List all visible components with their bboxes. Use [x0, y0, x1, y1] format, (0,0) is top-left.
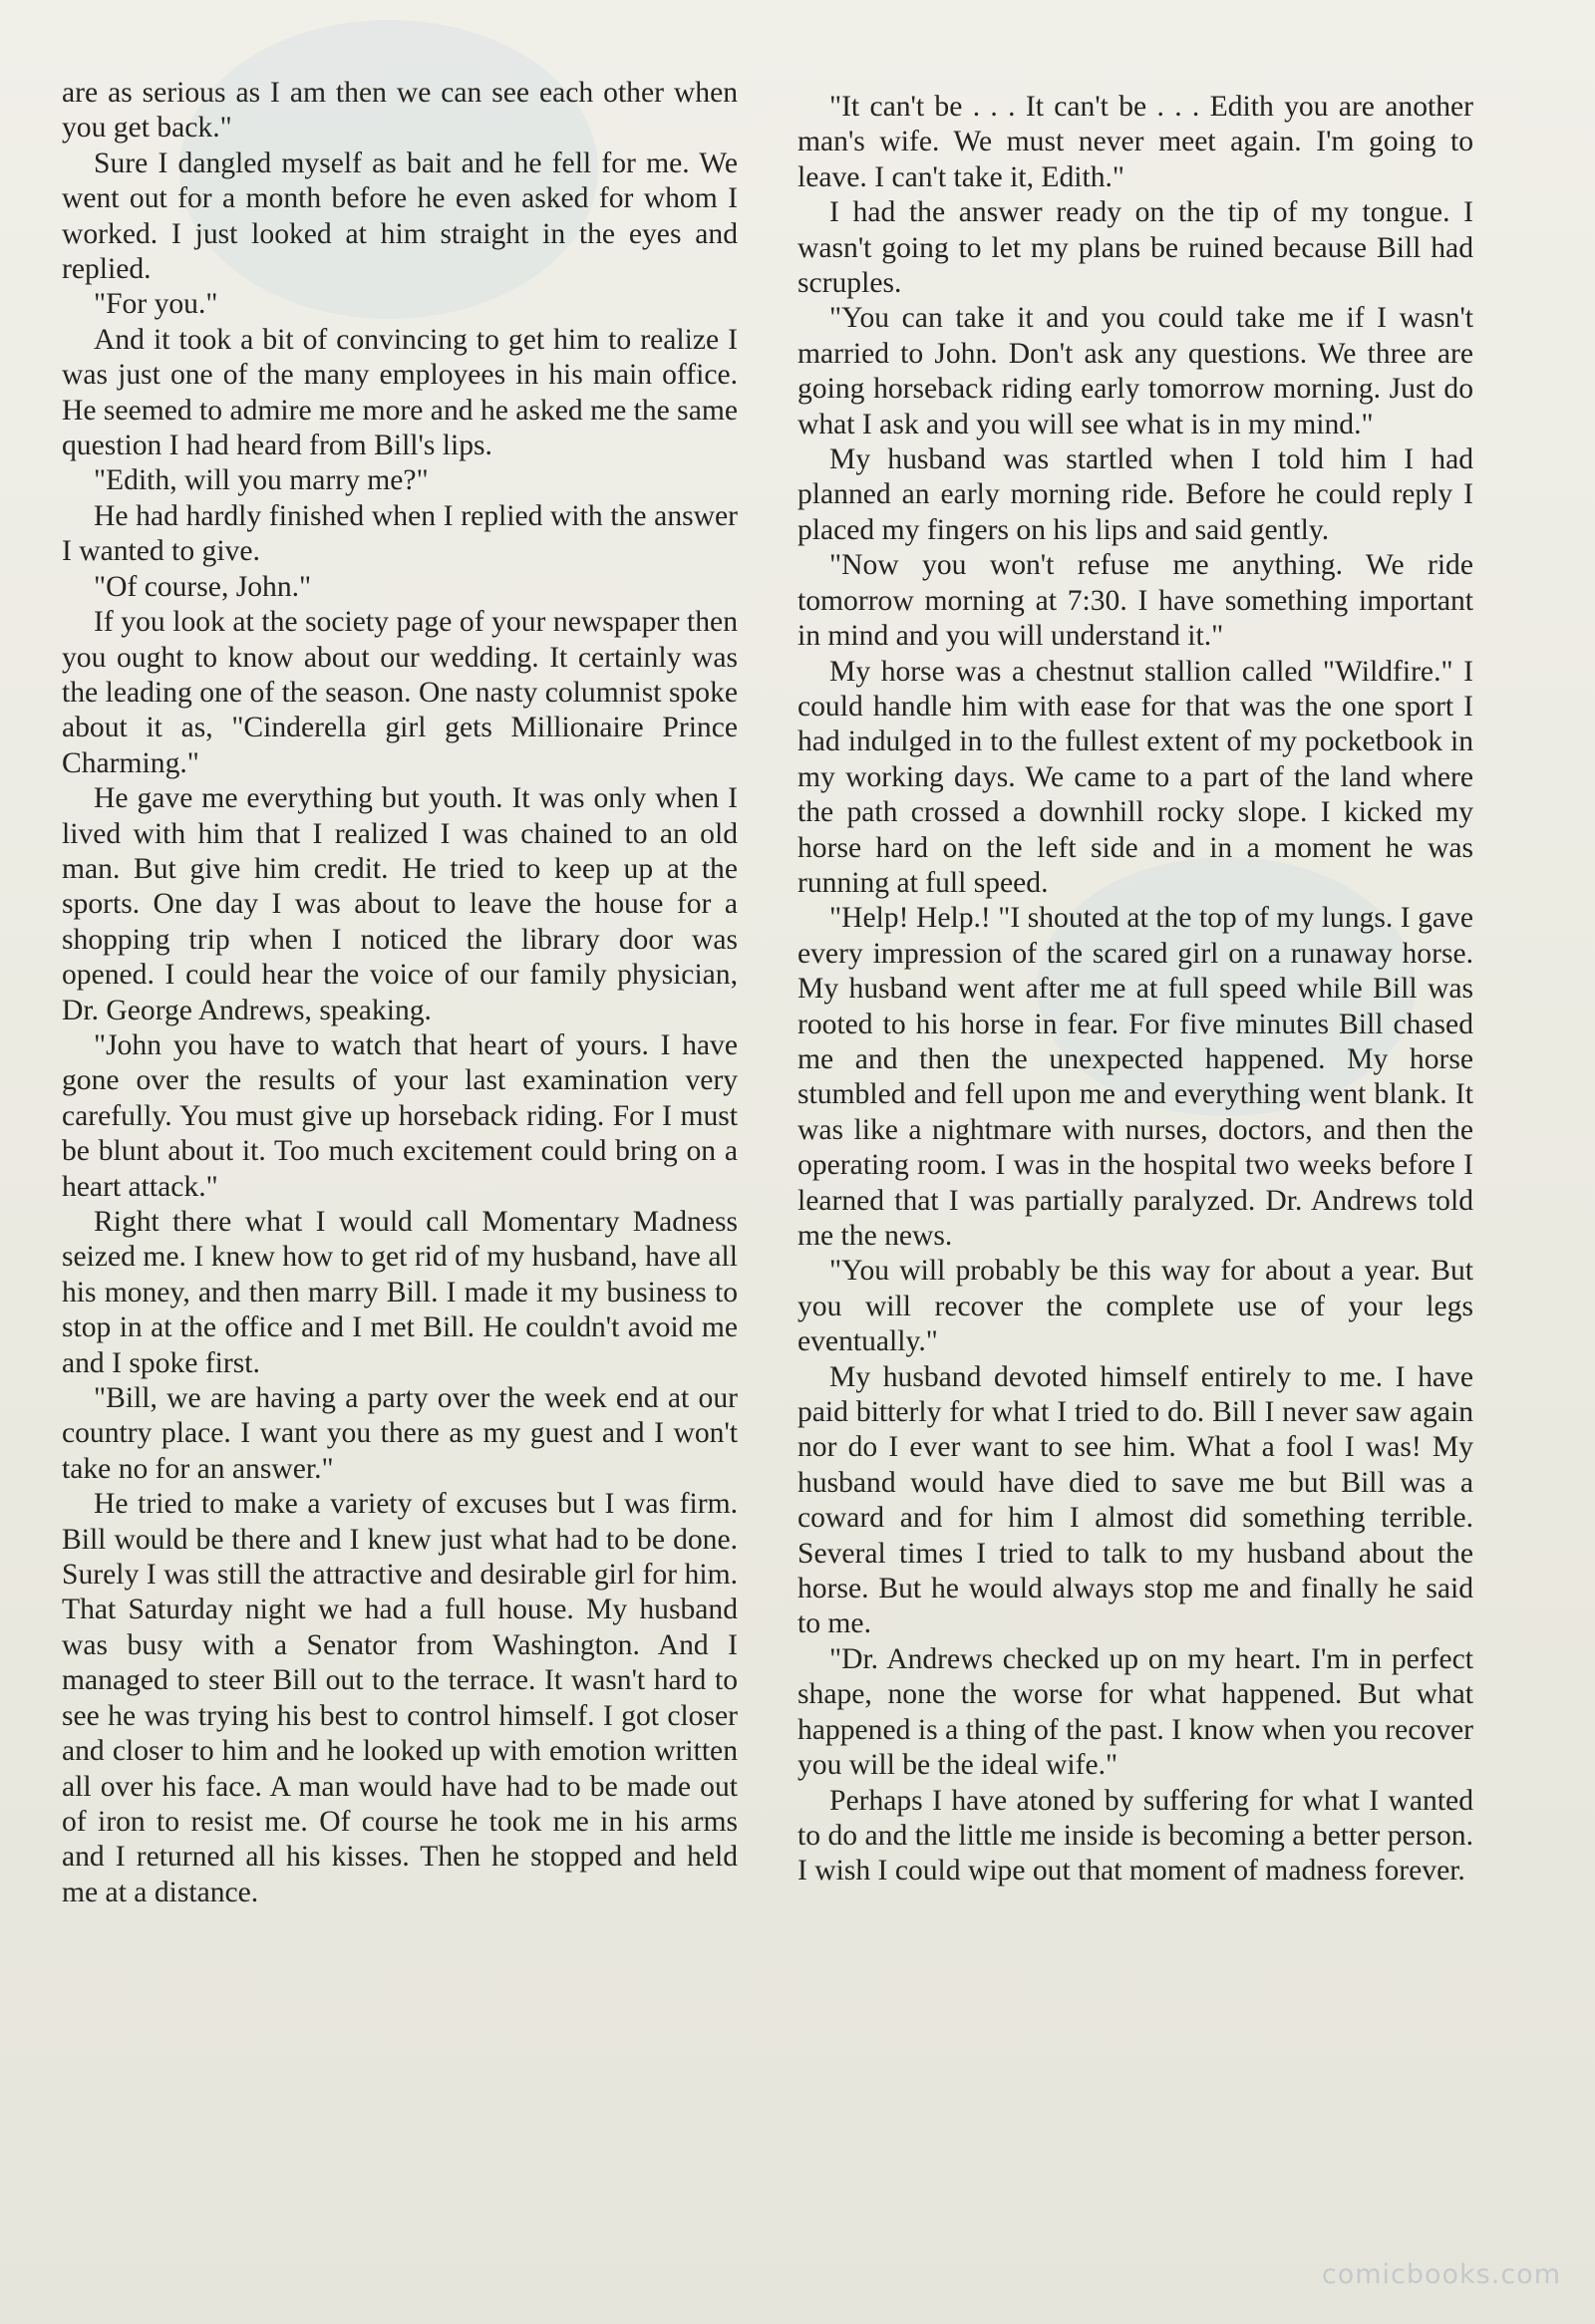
- left-text-column: [62, 76, 738, 1910]
- paragraph: "You can take it and you could take me if I wasn't married to John. Don't ask any questions. We three are going horseback riding early tomorrow morning. Just do what I ask and you will see what is in my mind.": [798, 302, 1473, 440]
- paragraph: He had hardly finished when I replied with the answer I wanted to give.: [62, 499, 738, 568]
- paragraph: "Of course, John.": [94, 570, 312, 603]
- paragraph: "For you.": [94, 288, 218, 321]
- paragraph: Sure I dangled myself as bait and he fell for me. We went out for a month before he even asked for whom I worked. I just looked at him straight in the eyes and replied.: [62, 146, 738, 286]
- paragraph: "Dr. Andrews checked up on my heart. I'm in perfect shape, none the worse for what happened. But what happened is a thing of the past. I know when you recover you will be the ideal wife.": [798, 1642, 1473, 1782]
- paragraph: "It can't be . . . It can't be . . . Edith you are another man's wife. We must never meet again. I'm going to leave. I can't take it, Edith.": [798, 91, 1473, 193]
- paragraph: Right there what I would call Momentary Madness seized me. I knew how to get rid of my husband, have all his money, and then marry Bill. I made it my business to stop in at the office and I met Bill. He couldn't avoid me and I spoke first.: [62, 1206, 738, 1379]
- paragraph: Perhaps I have atoned by suffering for what I wanted to do and the little me inside is becoming a better person. I wish I could wipe out that moment of madness forever.: [798, 1784, 1473, 1888]
- paragraph: "Now you won't refuse me anything. We ride tomorrow morning at 7:30. I have something important in mind and you will understand it.": [798, 549, 1473, 653]
- paragraph: I had the answer ready on the tip of my tongue. I wasn't going to let my plans be ruined because Bill had scruples.: [798, 196, 1473, 300]
- paragraph: "You will probably be this way for about a year. But you will recover the complete use of your legs eventually.": [798, 1255, 1473, 1358]
- paragraph: He gave me everything but youth. It was only when I lived with him that I realized I was chained to an old man. But give him credit. He tried to keep up at the sports. One day I was about to leave the house for a shopping trip when I noticed the library door was opened. I could hear the voice of our family physician, Dr. George Andrews, speaking.: [62, 782, 738, 1026]
- paragraph: "John you have to watch that heart of yours. I have gone over the results of your last examination very carefully. You must give up horseback riding. For I must be blunt about it. Too much excitement could bring on a heart attack.": [62, 1028, 738, 1203]
- paragraph: And it took a bit of convincing to get him to realize I was just one of the many employees in his main office. He seemed to admire me more and he asked me the same question I had heard from Bill's lips.: [62, 323, 738, 462]
- paragraph: are as serious as I am then we can see each other when you get back.": [62, 77, 738, 145]
- right-text-column: [798, 90, 1473, 1889]
- paragraph: My husband devoted himself entirely to me. I have paid bitterly for what I tried to do. Bill I never saw again nor do I ever want to see him. What a fool I was! My husband would have died to save me but Bill was a coward and for him I almost did something terrible. Several times I tried to talk to my husband about the horse. But he would always stop me and finally he said to me.: [798, 1360, 1473, 1640]
- paragraph: "Bill, we are having a party over the week end at our country place. I want you there as my guest and I won't take no for an answer.": [62, 1382, 738, 1485]
- paragraph: My husband was startled when I told him I had planned an early morning ride. Before he could reply I placed my fingers on his lips and said gently.: [798, 443, 1473, 546]
- paragraph: "Help! Help.! "I shouted at the top of my lungs. I gave every impression of the scared girl on a runaway horse. My husband went after me at full speed while Bill was rooted to his horse in fear. For five minutes Bill chased me and then the unexpected happened. My horse stumbled and fell upon me and everything went blank. It was like a nightmare with nurses, doctors, and then the operating room. I was in the hospital two weeks before I learned that I was partially paralyzed. Dr. Andrews told me the news.: [798, 902, 1473, 1252]
- paragraph: "Edith, will you marry me?": [94, 464, 429, 497]
- paragraph: He tried to make a variety of excuses but I was firm. Bill would be there and I knew just what had to be done. Surely I was still the attractive and desirable girl for him. That Saturday night we had a full house. My husband was busy with a Senator from Washington. And I managed to steer Bill out to the terrace. It wasn't hard to see he was trying his best to control himself. I got closer and closer to him and he looked up with emotion written all over his face. A man would have had to be made out of iron to resist me. Of course he took me in his arms and I returned all his kisses. Then he stopped and held me at a distance.: [62, 1488, 738, 1908]
- paragraph: My horse was a chestnut stallion called "Wildfire." I could handle him with ease for that was the one sport I had indulged in to the fullest extent of my pocketbook in my working days. We came to a part of the land where the path crossed a downhill rocky slope. I kicked my horse hard on the left side and in a moment he was running at full speed.: [798, 655, 1473, 899]
- site-watermark: comicbooks.com: [1321, 2259, 1561, 2290]
- paragraph: If you look at the society page of your newspaper then you ought to know about our wedding. It certainly was the leading one of the season. One nasty columnist spoke about it as, "Cinderella girl gets Millionaire Prince Charming.": [62, 606, 738, 779]
